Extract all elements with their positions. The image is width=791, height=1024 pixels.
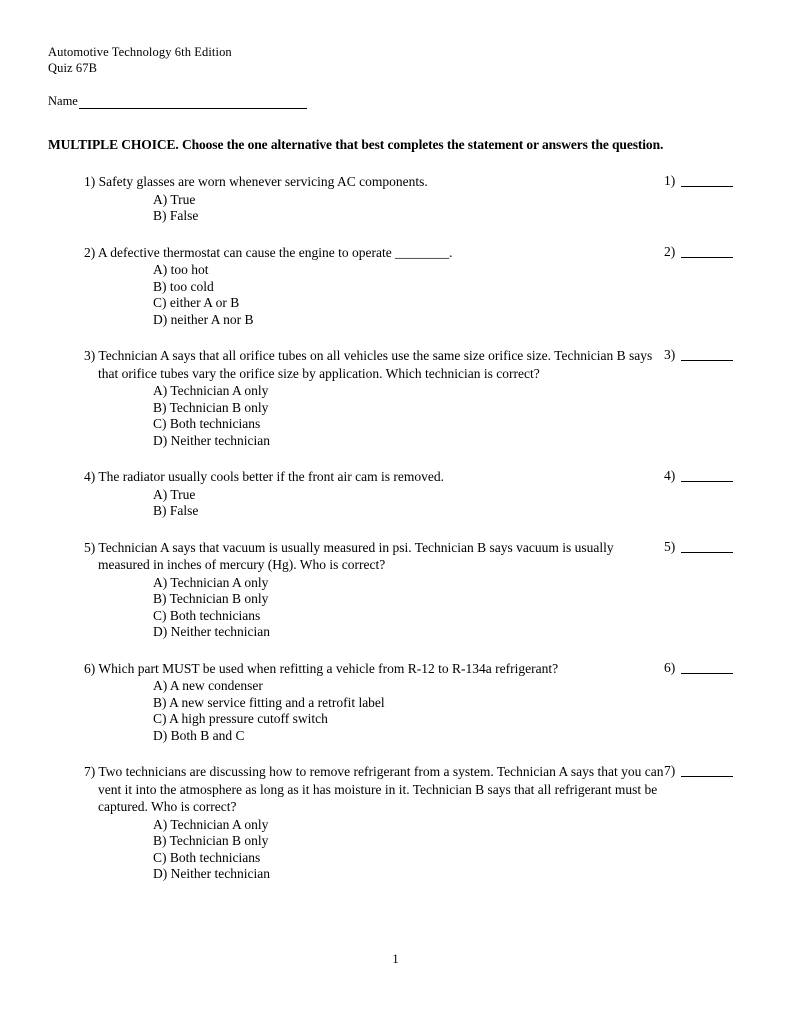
question-number: 5) bbox=[84, 539, 96, 555]
option-d[interactable]: D) Neither technician bbox=[153, 432, 270, 448]
answer-rule[interactable] bbox=[681, 763, 733, 777]
answer-blank[interactable] bbox=[664, 763, 748, 779]
option-list bbox=[48, 192, 666, 225]
question-body bbox=[48, 539, 666, 641]
answer-number: 2) bbox=[664, 243, 676, 259]
question-body bbox=[48, 173, 666, 225]
question-item bbox=[48, 539, 748, 641]
answer-blank[interactable] bbox=[664, 347, 748, 363]
option-list bbox=[48, 262, 666, 328]
question-number: 7) bbox=[84, 764, 96, 779]
option-c[interactable]: C) Both technicians bbox=[153, 849, 261, 865]
question-body bbox=[48, 347, 666, 449]
question-number: 6) bbox=[84, 660, 96, 676]
option-b[interactable]: B) A new service fitting and a retrofit label bbox=[153, 694, 385, 710]
question-text: Technician A says that all orifice tubes on all vehicles use the same size orifice size. Technician B says that orifice tubes vary the orifice size by application. Which technician is correct? bbox=[98, 348, 653, 381]
book-title: Automotive Technology 6th Edition bbox=[48, 45, 232, 59]
question-stem bbox=[48, 244, 666, 262]
name-row bbox=[48, 94, 748, 109]
question-item bbox=[48, 244, 748, 329]
answer-number: 6) bbox=[664, 659, 676, 675]
option-b[interactable]: B) Technician B only bbox=[153, 399, 269, 415]
question-text: The radiator usually cools better if the front air cam is removed. bbox=[98, 469, 445, 484]
answer-blank[interactable] bbox=[664, 539, 748, 555]
option-a[interactable]: A) True bbox=[153, 486, 196, 502]
answer-number: 4) bbox=[664, 468, 676, 483]
question-stem bbox=[48, 347, 666, 382]
option-b[interactable]: B) False bbox=[153, 208, 199, 223]
answer-number: 1) bbox=[664, 173, 676, 188]
instructions-heading: MULTIPLE CHOICE. Choose the one alternative that best completes the statement or answers the question. bbox=[48, 137, 664, 152]
question-text: Which part MUST be used when refitting a vehicle from R-12 to R-134a refrigerant? bbox=[98, 660, 559, 676]
option-a[interactable]: A) Technician A only bbox=[153, 574, 269, 590]
page-number: 1 bbox=[392, 952, 399, 966]
answer-number: 3) bbox=[664, 347, 676, 362]
option-a[interactable]: A) Technician A only bbox=[153, 383, 269, 398]
option-c[interactable]: C) Both technicians bbox=[153, 416, 261, 431]
option-d[interactable]: D) Both B and C bbox=[153, 727, 245, 743]
question-number: 2) bbox=[84, 244, 96, 260]
question-stem bbox=[48, 539, 666, 574]
option-list bbox=[48, 383, 666, 449]
question-item bbox=[48, 173, 748, 225]
option-a[interactable]: A) too hot bbox=[153, 262, 209, 277]
answer-number: 7) bbox=[664, 763, 676, 778]
option-b[interactable]: B) Technician B only bbox=[153, 591, 269, 606]
question-number: 1) bbox=[84, 174, 96, 189]
question-body bbox=[48, 660, 666, 745]
question-item bbox=[48, 468, 748, 520]
answer-blank[interactable] bbox=[664, 173, 748, 189]
option-b[interactable]: B) too cold bbox=[153, 278, 214, 294]
option-c[interactable]: C) either A or B bbox=[153, 295, 240, 310]
option-b[interactable]: B) False bbox=[153, 503, 199, 518]
name-label: Name bbox=[48, 94, 78, 108]
answer-rule[interactable] bbox=[681, 660, 733, 674]
option-list bbox=[48, 817, 666, 883]
option-c[interactable]: C) A high pressure cutoff switch bbox=[153, 711, 328, 726]
question-item bbox=[48, 660, 748, 745]
answer-rule[interactable] bbox=[681, 468, 733, 482]
answer-rule[interactable] bbox=[681, 244, 733, 258]
option-list bbox=[48, 678, 666, 744]
question-stem bbox=[48, 468, 666, 486]
question-list bbox=[48, 173, 748, 883]
question-body bbox=[48, 468, 666, 520]
option-a[interactable]: A) A new condenser bbox=[153, 678, 263, 693]
question-text: A defective thermostat can cause the engine to operate ________. bbox=[97, 244, 453, 260]
option-a[interactable]: A) Technician A only bbox=[153, 816, 269, 832]
question-text: Technician A says that vacuum is usually measured in psi. Technician B says vacuum is usually measured in inches of mercury (Hg). Who is correct? bbox=[98, 539, 614, 572]
question-number: 4) bbox=[84, 469, 96, 484]
question-body bbox=[48, 763, 666, 883]
question-item bbox=[48, 347, 748, 449]
option-c[interactable]: C) Both technicians bbox=[153, 607, 261, 623]
option-a[interactable]: A) True bbox=[153, 191, 196, 207]
option-d[interactable]: D) Neither technician bbox=[153, 866, 270, 881]
answer-number: 5) bbox=[664, 538, 676, 554]
name-input-rule[interactable] bbox=[79, 97, 307, 109]
answer-rule[interactable] bbox=[681, 173, 733, 187]
option-d[interactable]: D) Neither technician bbox=[153, 624, 270, 639]
option-list bbox=[48, 487, 666, 520]
question-stem bbox=[48, 173, 666, 191]
option-b[interactable]: B) Technician B only bbox=[153, 833, 269, 848]
answer-blank[interactable] bbox=[664, 660, 748, 676]
answer-blank[interactable] bbox=[664, 468, 748, 484]
question-item bbox=[48, 763, 748, 883]
question-stem bbox=[48, 660, 666, 678]
question-stem bbox=[48, 763, 666, 816]
quiz-title: Quiz 67B bbox=[48, 61, 98, 75]
option-list bbox=[48, 575, 666, 641]
answer-rule[interactable] bbox=[681, 539, 733, 553]
answer-blank[interactable] bbox=[664, 244, 748, 260]
question-text: Safety glasses are worn whenever servicing AC components. bbox=[98, 174, 428, 189]
question-text: Two technicians are discussing how to remove refrigerant from a system. Technician A says that you can vent it into the atmosphere as long as it has moisture in it. Technician B says that all refrigerant must be captured. Who is correct? bbox=[98, 764, 664, 814]
answer-rule[interactable] bbox=[681, 347, 733, 361]
question-body bbox=[48, 244, 666, 329]
quiz-sheet bbox=[48, 44, 748, 902]
question-number: 3) bbox=[84, 348, 96, 363]
option-d[interactable]: D) neither A nor B bbox=[153, 311, 254, 327]
